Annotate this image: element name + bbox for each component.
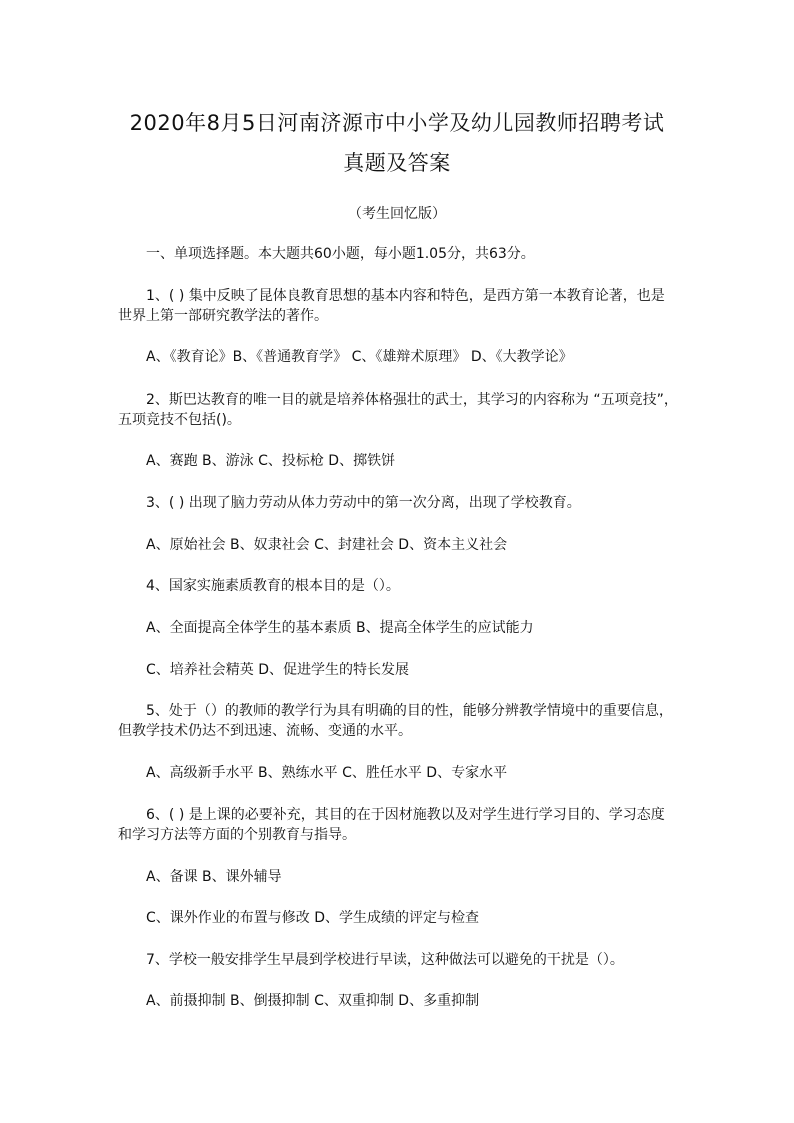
- document-title-line-1: 2020年8月5日河南济源市中小学及幼儿园教师招聘考试: [129, 111, 665, 135]
- question-4-options-line-2: C、培养社会精英 D、促进学生的特长发展: [146, 662, 410, 678]
- question-7-options: A、前摄抑制 B、倒摄抑制 C、双重抑制 D、多重抑制: [146, 993, 480, 1009]
- question-6-options-line-1: A、备课 B、课外辅导: [146, 869, 282, 885]
- question-1-options: A、《教育论》B、《普通教育学》 C、《雄辩术原理》 D、《大教学论》: [146, 349, 573, 365]
- question-4-options-line-1: A、全面提高全体学生的基本素质 B、提高全体学生的应试能力: [146, 620, 534, 636]
- question-3-options: A、原始社会 B、奴隶社会 C、封建社会 D、资本主义社会: [146, 537, 508, 553]
- section-heading: 一、单项选择题。本大题共60小题，每小题1.05分，共63分。: [146, 246, 535, 262]
- question-2: 2、斯巴达教育的唯一目的就是培养体格强壮的武士，其学习的内容称为 “五项竞技”，五项竞技不包括()。: [118, 392, 678, 428]
- question-5-options: A、高级新手水平 B、熟练水平 C、胜任水平 D、专家水平: [146, 765, 508, 781]
- document-subtitle: （考生回忆版）: [348, 206, 446, 222]
- question-6: 6、( ) 是上课的必要补充，其目的在于因材施教以及对学生进行学习目的、学习态度和学习方法等方面的个别教育与指导。: [118, 807, 665, 843]
- question-3: 3、( ) 出现了脑力劳动从体力劳动中的第一次分离，出现了学校教育。: [146, 495, 581, 511]
- question-7: 7、学校一般安排学生早晨到学校进行早读，这种做法可以避免的干扰是（）。: [146, 952, 624, 968]
- document-title-line-2: 真题及答案: [343, 151, 451, 175]
- question-5: 5、处于（）的教师的教学行为具有明确的目的性，能够分辨教学情境中的重要信息，但教学技术仍达不到迅速、流畅、变通的水平。: [118, 703, 673, 739]
- question-6-options-line-2: C、课外作业的布置与修改 D、学生成绩的评定与检查: [146, 910, 480, 926]
- question-4: 4、国家实施素质教育的根本目的是（）。: [146, 578, 400, 594]
- question-1: 1、( ) 集中反映了昆体良教育思想的基本内容和特色，是西方第一本教育论著，也是世界上第一部研究教学法的著作。: [118, 288, 665, 324]
- question-2-options: A、赛跑 B、游泳 C、投标枪 D、掷铁饼: [146, 453, 396, 469]
